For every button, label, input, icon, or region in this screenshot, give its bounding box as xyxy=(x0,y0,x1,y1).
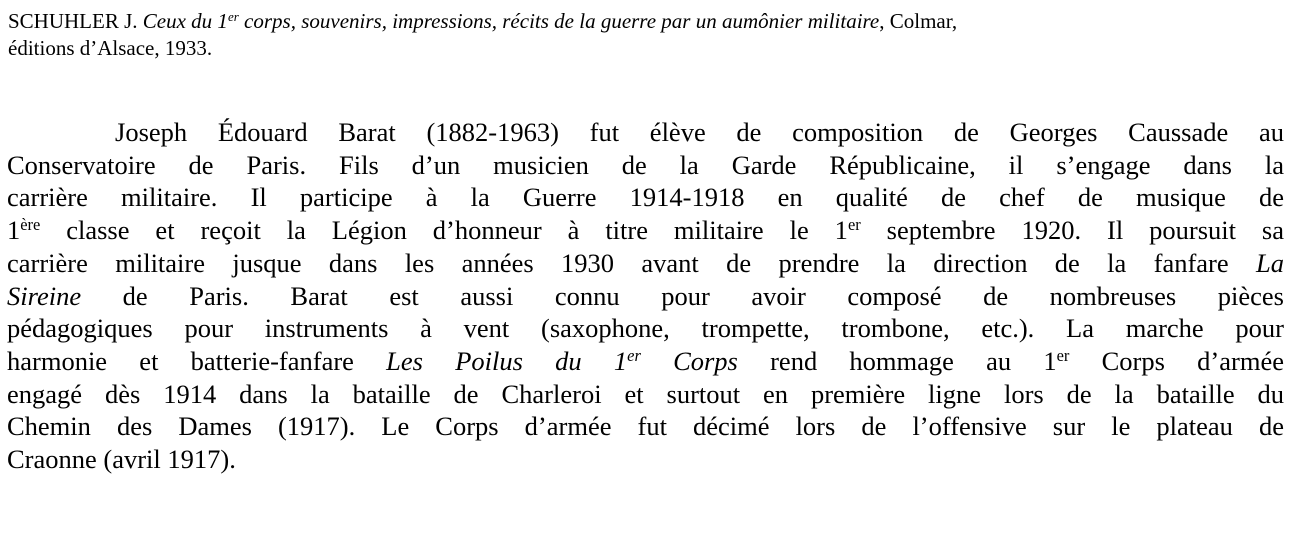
line-8-work-title xyxy=(386,346,738,376)
line-5-part-a: carrière militaire jusque dans les années 1930 avant de prendre la direction de la fanfare xyxy=(7,247,1256,278)
line-8-italic-2: Corps xyxy=(640,345,738,376)
reference-title-superscript: er xyxy=(227,8,239,24)
reference-title-end: corps, souvenirs, impressions, récits de la guerre par un aumônier militaire xyxy=(238,9,880,33)
paragraph-line-8 xyxy=(7,345,1284,378)
paragraph-line-1: Joseph Édouard Barat (1882-1963) fut élève de composition de Georges Caussade au xyxy=(115,117,1284,147)
paragraph-line-7: pédagogiques pour instruments à vent (saxophone, trompette, trombone, etc.). La marche pour xyxy=(7,313,1284,344)
line-6-italic: Sireine xyxy=(7,280,82,311)
line-4-superscript-1: ère xyxy=(20,215,41,235)
bibliographic-reference xyxy=(8,8,1292,62)
reference-title-start: Ceux du 1 xyxy=(142,9,228,33)
reference-line-1 xyxy=(8,8,1292,35)
biography-paragraph xyxy=(7,116,1284,476)
line-8-part-a: harmonie et batterie-fanfare xyxy=(7,345,387,376)
line-6-part-b: de Paris. Barat est aussi connu pour avoir composé de nombreuses pièces xyxy=(81,280,1284,311)
line-8-part-c: Corps d’armée xyxy=(1069,345,1284,376)
line-4-part-b: classe et reçoit la Légion d’honneur à titre militaire le 1 xyxy=(40,215,848,246)
line-5-italic: La xyxy=(1256,247,1284,278)
reference-publisher-city: , Colmar, xyxy=(879,9,958,33)
reference-line-2: éditions d’Alsace, 1933. xyxy=(8,36,213,60)
line-4-part-c: septembre 1920. Il poursuit sa xyxy=(860,215,1284,246)
paragraph-line-9: engagé dès 1914 dans la bataille de Charleroi et surtout en première ligne lors de la bataille du xyxy=(7,378,1284,409)
line-4-superscript-2: er xyxy=(847,215,861,235)
paragraph-line-6 xyxy=(7,280,1284,313)
paragraph-line-4 xyxy=(7,214,1284,247)
paragraph-line-5 xyxy=(7,247,1284,280)
reference-author: SCHUHLER J. xyxy=(8,9,143,33)
line-8-superscript-2: er xyxy=(1056,345,1070,365)
paragraph-line-2: Conservatoire de Paris. Fils d’un musicien de la Garde Républicaine, il s’engage dans la xyxy=(7,149,1284,180)
paragraph-line-10: Chemin des Dames (1917). Le Corps d’armée fut décimé lors de l’offensive sur le plateau de xyxy=(7,411,1284,442)
line-8-italic-1: Les Poilus du 1 xyxy=(386,345,628,376)
line-4-part-a: 1 xyxy=(7,215,21,246)
paragraph-line-3: carrière militaire. Il participe à la Guerre 1914-1918 en qualité de chef de musique de xyxy=(7,182,1284,213)
reference-title xyxy=(143,9,879,33)
paragraph-line-11: Craonne (avril 1917). xyxy=(7,444,236,475)
line-8-part-b: rend hommage au 1 xyxy=(737,345,1057,376)
line-8-superscript-1: er xyxy=(627,345,641,365)
